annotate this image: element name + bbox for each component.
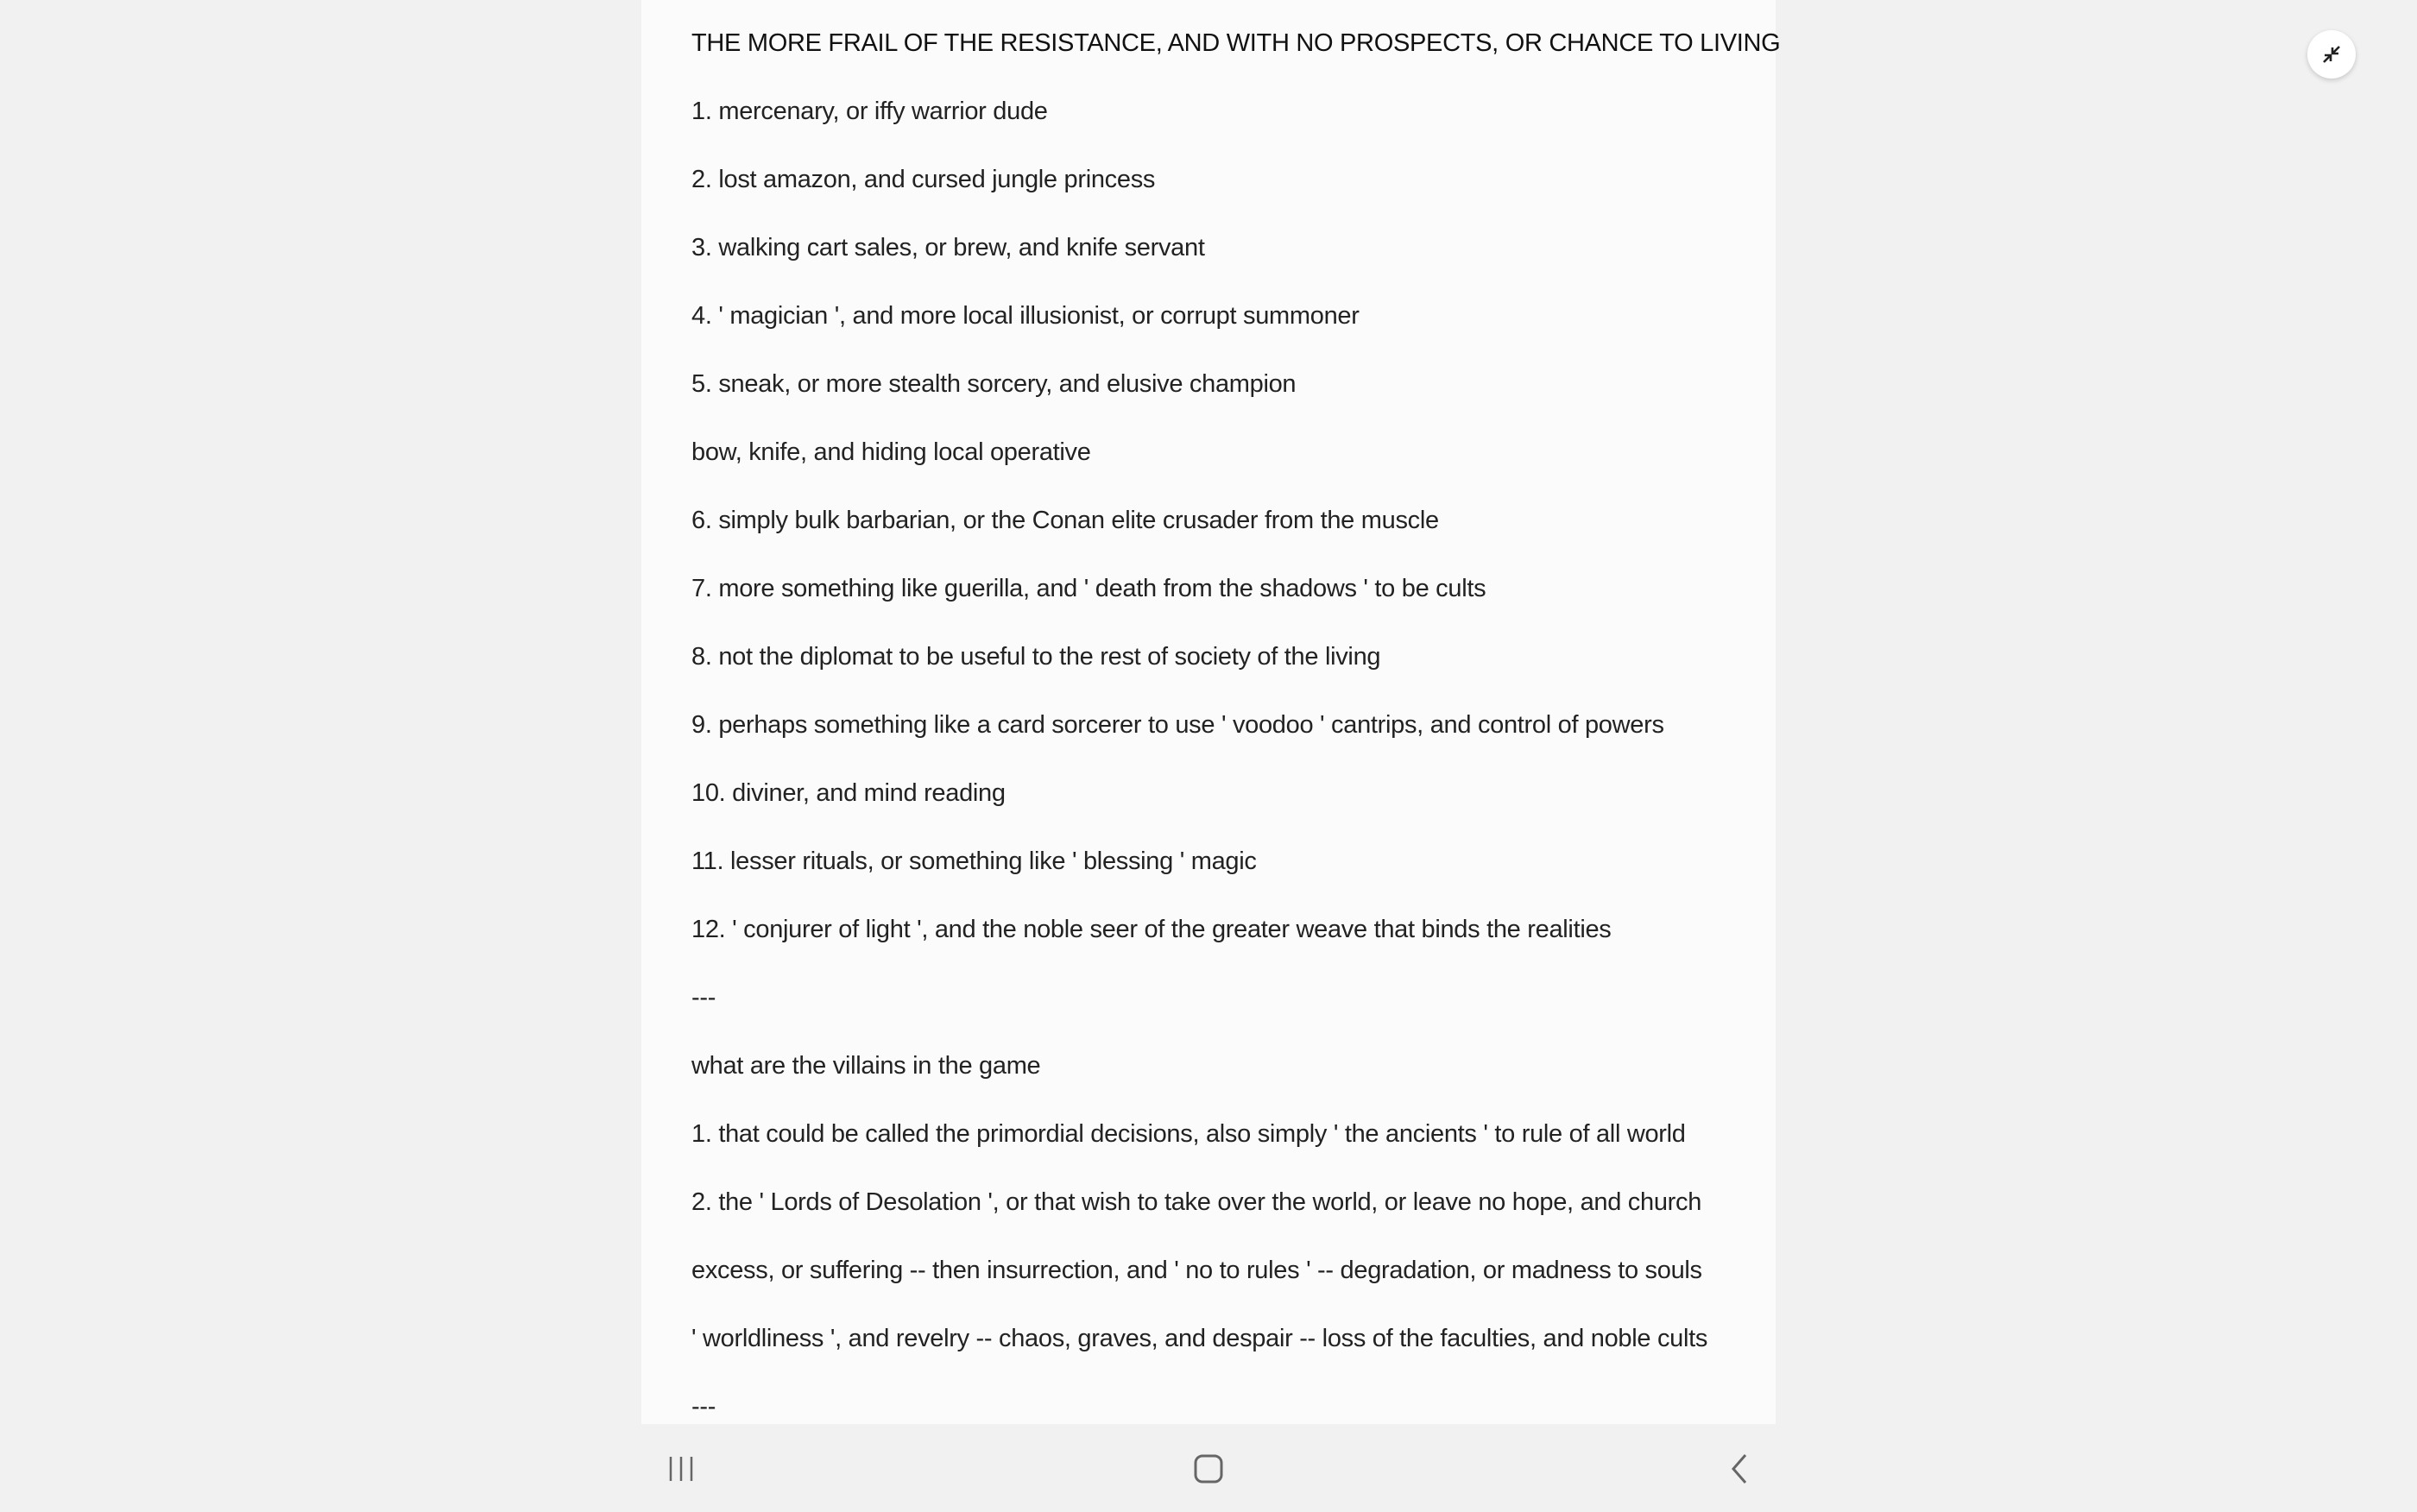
document-line: 7. more something like guerilla, and ' death from the shadows ' to be cults [691,575,1486,602]
home-icon [1191,1452,1226,1486]
document-line: 3. walking cart sales, or brew, and knife servant [691,234,1205,261]
separator-text: --- [691,984,716,1011]
document-line: 9. perhaps something like a card sorcerer to use ' voodoo ' cantrips, and control of powers [691,711,1664,739]
document-line: 5. sneak, or more stealth sorcery, and elusive champion [691,370,1297,398]
document-line: 4. ' magician ', and more local illusionist, or corrupt summoner [691,302,1360,330]
home-button[interactable] [1183,1445,1234,1493]
back-icon [1726,1452,1752,1486]
document-line: 8. not the diplomat to be useful to the rest of society of the living [691,643,1381,671]
document-line: excess, or suffering -- then insurrection, and ' no to rules ' -- degradation, or madness to souls [691,1257,1702,1284]
collapse-fullscreen-button[interactable] [2307,30,2356,79]
document-line: 12. ' conjurer of light ', and the noble seer of the greater weave that binds the realities [691,916,1612,943]
document-line: 2. lost amazon, and cursed jungle princess [691,166,1156,193]
document-page [641,0,1781,1424]
document-line: bow, knife, and hiding local operative [691,438,1091,466]
document-line: ' worldliness ', and revelry -- chaos, graves, and despair -- loss of the faculties, and noble cults [691,1325,1708,1352]
document-line: 10. diviner, and mind reading [691,779,1006,807]
document-line: 11. lesser rituals, or something like ' blessing ' magic [691,847,1257,875]
document-line: 2. the ' Lords of Desolation ', or that wish to take over the world, or leave no hope, and church [691,1188,1702,1216]
recent-apps-icon [664,1454,698,1484]
document-line: 1. that could be called the primordial decisions, also simply ' the ancients ' to rule of all world [691,1120,1686,1148]
separator-text: --- [691,1393,716,1421]
document-line: 1. mercenary, or iffy warrior dude [691,98,1048,125]
document-line: 6. simply bulk barbarian, or the Conan elite crusader from the muscle [691,507,1439,534]
navigation-bar [641,1424,1776,1512]
document-line: what are the villains in the game [691,1052,1041,1080]
collapse-arrows-icon [2320,43,2343,66]
back-button[interactable] [1713,1445,1765,1493]
recent-apps-button[interactable] [655,1445,707,1493]
document-title: THE MORE FRAIL OF THE RESISTANCE, AND WITH NO PROSPECTS, OR CHANCE TO LIVING [691,29,1781,57]
